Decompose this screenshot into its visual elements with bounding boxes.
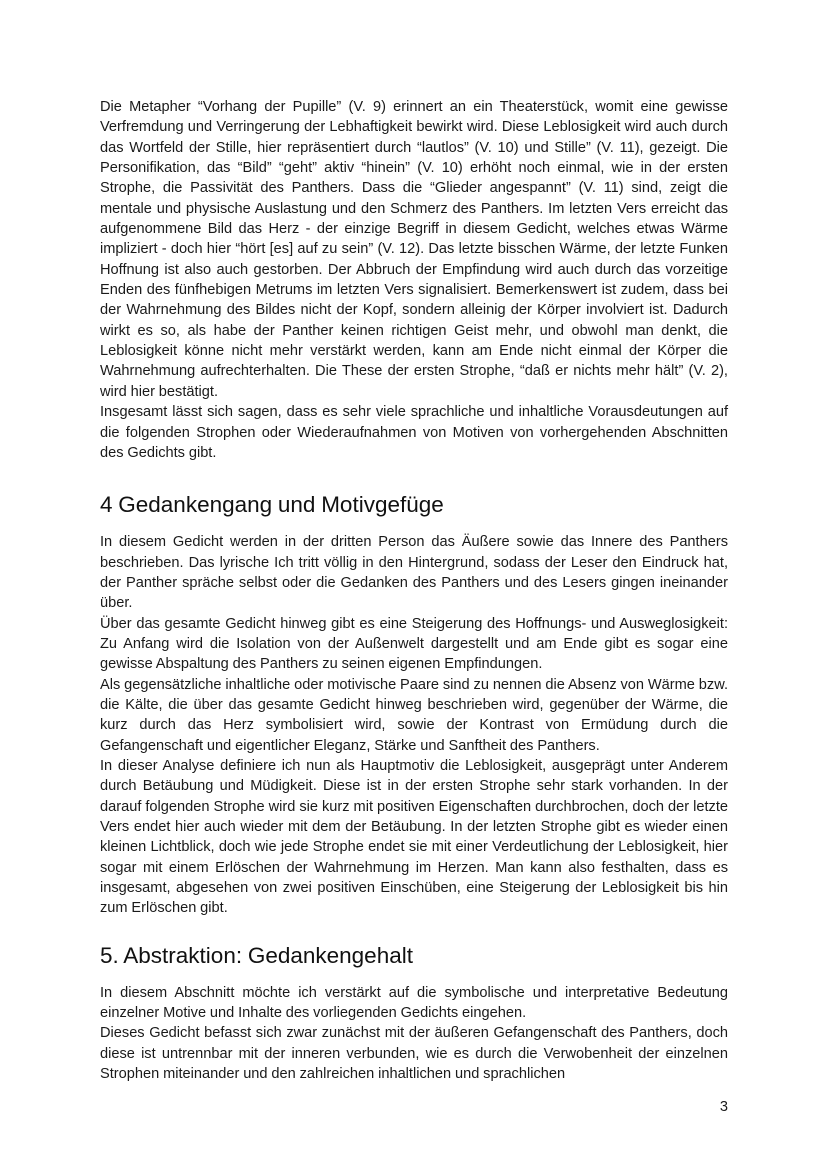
body-paragraph: Als gegensätzliche inhaltliche oder motivische Paare sind zu nennen die Absenz von Wärme bzw. die Kälte, die über das gesamte Gedicht hinweg beschrieben wird, gegenüber der Wärme, die kurz durch das Herz symbolisiert wird, sowie der Kontrast von Ermüdung durch die Gefangenschaft und eigentlicher Eleganz, Stärke und Sanftheit des Panthers. xyxy=(100,676,728,754)
body-paragraph: In diesem Gedicht werden in der dritten Person das Äußere sowie das Innere des Panthers beschrieben. Das lyrische Ich tritt völlig in den Hintergrund, sodass der Leser den Eindruck hat, der Panther spräche selbst oder die Gedanken des Panthers und des Lesers gingen ineinander über. xyxy=(100,534,728,612)
body-paragraph: Die Metapher “Vorhang der Pupille” (V. 9) erinnert an ein Theaterstück, womit eine gewisse Verfremdung und Verringerung der Lebhaftigkeit bewirkt wird. Diese Leblosigkeit wird auch durch das Wortfeld der Stille, hier repräsentiert durch “lautlos” (V. 10) und Stille” (V. 11), gezeigt. Die Personifikation, das “Bild” “geht” aktiv “hinein” (V. 10) erhöht noch einmal, wie in der ersten Strophe, die Passivität des Panthers. Dass die “Glieder angespannt” (V. 11) sind, zeigt die mentale und physische Auslastung und den Schmerz des Panthers. Im letzten Vers erreicht das aufgenommene Bild das Herz - der einzige Begriff in diesem Gedicht, welches etwas Wärme impliziert - doch hier “hört [es] auf zu sein” (V. 12). Das letzte bisschen Wärme, der letzte Funken Hoffnung ist also auch gestorben. Der Abbruch der Empfindung wird auch durch das vorzeitige Enden des fünfhebigen Metrums im letzten Vers signalisiert. Bemerkenswert ist zudem, dass bei der Wahrnehmung des Bildes nicht der Kopf, sondern alleinig der Körper involviert ist. Dadurch wirkt es so, als habe der Panther keinen richtigen Geist mehr, und obwohl man denkt, die Leblosigkeit könne nicht mehr verstärkt werden, kann am Ende nicht einmal der Körper die Wahrnehmung aufrechterhalten. Die These der ersten Strophe, “daß er nichts mehr hält” (V. 2), wird hier bestätigt. xyxy=(100,99,728,400)
page-content xyxy=(100,97,728,1084)
body-paragraph: Dieses Gedicht befasst sich zwar zunächst mit der äußeren Gefangenschaft des Panthers, doch diese ist untrennbar mit der inneren verbunden, wie es durch die Verwobenheit der einzelnen Strophen miteinander und den zahlreichen inhaltlichen und sprachlichen xyxy=(100,1025,728,1083)
body-paragraph: In dieser Analyse definiere ich nun als Hauptmotiv die Leblosigkeit, ausgeprägt unter Anderem durch Betäubung und Müdigkeit. Diese ist in der ersten Strophe sehr stark vorhanden. In der darauf folgenden Strophe wird sie kurz mit positiven Eigenschaften durchbrochen, doch der letzte Vers endet hier auch wieder mit dem der Betäubung. In der letzten Strophe gibt es wieder einen kleinen Lichtblick, doch wie jede Strophe endet sie mit einer Verdeutlichung der Leblosigkeit, hier sogar mit einem Erlöschen der Wahrnehmung im Herzen. Man kann also festhalten, dass es insgesamt, abgesehen von zwei positiven Einschüben, eine Steigerung der Leblosigkeit bis hin zum Erlöschen gibt. xyxy=(100,757,728,917)
section-heading-5: 5. Abstraktion: Gedankengehalt xyxy=(100,942,413,968)
body-paragraph: Über das gesamte Gedicht hinweg gibt es eine Steigerung des Hoffnungs- und Ausweglosigkeit: Zu Anfang wird die Isolation von der Außenwelt dargestellt und am Ende gibt es sogar eine gewisse Abspaltung des Panthers zu seinen eigenen Empfindungen. xyxy=(100,615,728,673)
section-heading-4: 4 Gedankengang und Motivgefüge xyxy=(100,492,444,518)
body-paragraph: In diesem Abschnitt möchte ich verstärkt auf die symbolische und interpretative Bedeutung einzelner Motive und Inhalte des vorliegenden Gedichts eingehen. xyxy=(100,984,728,1022)
page-number: 3 xyxy=(719,1099,728,1115)
body-paragraph: Insgesamt lässt sich sagen, dass es sehr viele sprachliche und inhaltliche Vorausdeutungen auf die folgenden Strophen oder Wiederaufnahmen von Motiven von vorhergehenden Abschnitten des Gedichts gibt. xyxy=(100,404,728,461)
